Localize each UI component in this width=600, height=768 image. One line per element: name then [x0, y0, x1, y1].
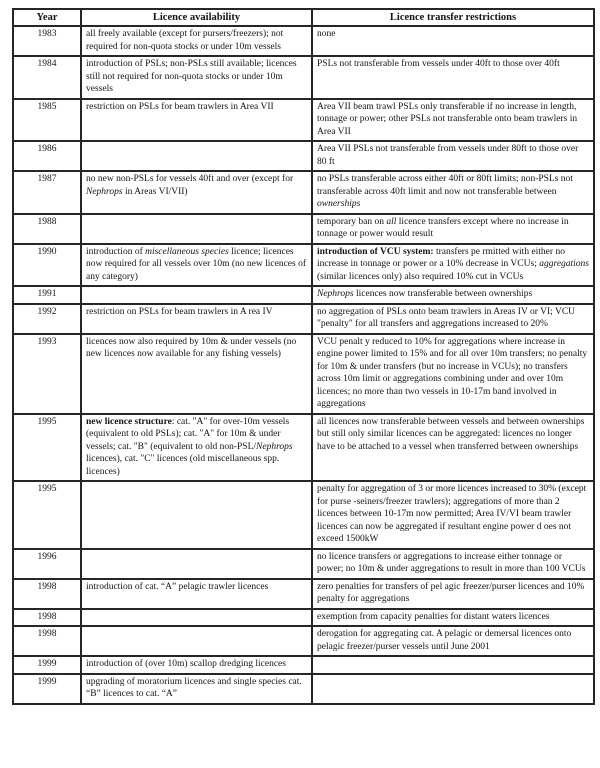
table-row	[13, 674, 594, 704]
availability-cell	[81, 656, 312, 674]
availability-cell	[81, 481, 312, 549]
restrictions-cell	[312, 579, 594, 609]
header-licence-availability: Licence availability	[81, 9, 312, 26]
table-row	[13, 414, 594, 482]
restrictions-cell	[312, 626, 594, 656]
text: temporary ban on	[317, 216, 387, 227]
text: VCU penalt y reduced to 10% for aggregations where increase in engine power limited to 15% and for all over 10m transfers; no penalty for 10m & under transfers (but no increase in VCUs); no transfers across 10m limit or aggregations combining under and over 10m licences; no more than two vessels in 10-17m band involved in aggregations	[317, 336, 588, 409]
table-row	[13, 286, 594, 304]
availability-cell	[81, 549, 312, 579]
text: restriction on PSLs for beam trawlers in Area VII	[86, 101, 274, 112]
header-licence-transfer-restrictions: Licence transfer restrictions	[312, 9, 594, 26]
availability-cell	[81, 171, 312, 214]
text: no PSLs transferable across either 40ft or 80ft limits; non-PSLs not transferable across 40ft limit and now not transferable between	[317, 174, 573, 197]
header-row	[13, 9, 594, 26]
text: introduction of (over 10m) scallop dredging licences	[86, 659, 286, 669]
availability-cell	[81, 244, 312, 287]
text: no aggregation of PSLs onto beam trawlers in Areas IV or VI; VCU "penalty" for all transfers and aggregations increased to 20%	[317, 306, 576, 329]
table-row	[13, 141, 594, 171]
restrictions-cell	[312, 214, 594, 244]
text: no new non-PSLs for vessels 40ft and over (except for	[86, 174, 294, 184]
availability-cell	[81, 26, 312, 56]
text: Area VII PSLs not transferable from vessels under 80ft to those over 80 ft	[317, 144, 579, 167]
italic-text: all	[386, 216, 397, 227]
year-cell: 1987	[13, 171, 81, 214]
text: none	[317, 29, 336, 39]
table-row	[13, 626, 594, 656]
year-cell: 1992	[13, 304, 81, 334]
bold-text: introduction of VCU system:	[317, 246, 434, 257]
availability-cell	[81, 626, 312, 656]
restrictions-cell	[312, 244, 594, 287]
restrictions-cell	[312, 56, 594, 99]
restrictions-cell	[312, 656, 594, 674]
year-cell: 1999	[13, 674, 81, 704]
year-cell: 1998	[13, 579, 81, 609]
table-row	[13, 99, 594, 142]
italic-text: Nephrops	[317, 289, 354, 299]
table-row	[13, 656, 594, 674]
availability-cell	[81, 674, 312, 704]
text: in Areas VI/VII)	[122, 186, 188, 197]
document-page	[12, 8, 595, 705]
text: (similar licences only) also required 10% cut in VCUs	[317, 271, 524, 282]
restrictions-cell	[312, 481, 594, 549]
text: derogation for aggregating cat. A pelagic or demersal licences onto pelagic freezer/purser vessels until June 2001	[317, 629, 572, 652]
year-cell: 1999	[13, 656, 81, 674]
year-cell: 1984	[13, 56, 81, 99]
italic-text: Nephrops	[86, 186, 123, 197]
text: : cat. "A" for over-10m vessels (equivalent to old PSLs); cat. "A" for 10m & under vessels; cat. "B" (equivalent to old non-PSL/	[86, 416, 290, 452]
header-year: Year	[13, 9, 81, 26]
table-row	[13, 244, 594, 287]
restrictions-cell	[312, 674, 594, 704]
availability-cell	[81, 99, 312, 142]
restrictions-cell	[312, 334, 594, 414]
text: licence transfers except where no increase in tonnage or power would result	[317, 216, 569, 239]
restrictions-cell	[312, 414, 594, 482]
year-cell: 1995	[13, 481, 81, 549]
text: penalty for aggregation of 3 or more licences increased to 30% (except for purse -seiners/freezer trawlers); aggregations of more than 2 licences between 10-17m now permitted; Area IV/VI beam trawler licences can now be aggregated if resultant engine power d oes not exceed 1500kW	[317, 484, 587, 544]
table-row	[13, 481, 594, 549]
table-row	[13, 56, 594, 99]
italic-text: ownerships	[317, 199, 361, 209]
text: upgrading of moratorium licences and single species cat. “B” licences to cat. “A”	[86, 676, 302, 699]
year-cell: 1993	[13, 334, 81, 414]
text: Area VII beam trawl PSLs only transferable if no increase in length, tonnage or power; other PSLs not transferable onto beam trawlers in Area VII	[317, 101, 578, 137]
restrictions-cell	[312, 609, 594, 627]
availability-cell	[81, 56, 312, 99]
year-cell: 1991	[13, 286, 81, 304]
year-cell: 1983	[13, 26, 81, 56]
table-body	[13, 26, 594, 704]
table-row	[13, 304, 594, 334]
bold-text: new licence structure	[86, 416, 172, 427]
table-row	[13, 549, 594, 579]
year-cell: 1990	[13, 244, 81, 287]
availability-cell	[81, 579, 312, 609]
table-row	[13, 579, 594, 609]
year-cell: 1985	[13, 99, 81, 142]
availability-cell	[81, 609, 312, 627]
text: licences), cat. "C" licences (old miscellaneous spp. licences)	[86, 454, 280, 477]
availability-cell	[81, 214, 312, 244]
text: all freely available (except for pursers/freezers); not required for non-quota stocks or under 10m vessels	[86, 29, 284, 52]
availability-cell	[81, 304, 312, 334]
restrictions-cell	[312, 141, 594, 171]
restrictions-cell	[312, 549, 594, 579]
availability-cell	[81, 334, 312, 414]
table-row	[13, 214, 594, 244]
italic-text: aggregations	[539, 259, 590, 269]
text: licence; licences now required for all vessels over 10m (no new licences of any category)	[86, 246, 307, 282]
year-cell: 1988	[13, 214, 81, 244]
text: restriction on PSLs for beam trawlers in A rea IV	[86, 306, 273, 317]
text: introduction of PSLs; non-PSLs still available; licences still not required for non-quota stocks or under 10m vessels	[86, 59, 297, 94]
table-row	[13, 334, 594, 414]
text: licences now also required by 10m & under vessels (no new licences now available for any fishing vessels)	[86, 336, 297, 359]
restrictions-cell	[312, 99, 594, 142]
text: exemption from capacity penalties for distant waters licences	[317, 611, 550, 622]
availability-cell	[81, 414, 312, 482]
text: licences now transferable between ownerships	[353, 289, 533, 299]
restrictions-cell	[312, 26, 594, 56]
text: zero penalties for transfers of pel agic freezer/purser licences and 10% penalty for aggregations	[317, 581, 585, 604]
year-cell: 1998	[13, 626, 81, 656]
restrictions-cell	[312, 304, 594, 334]
text: transfers pe rmitted with either no increase in tonnage or power or a 10% decrease in VCUs;	[317, 246, 565, 269]
text: introduction of cat. “A” pelagic trawler licences	[86, 581, 269, 592]
text: no licence transfers or aggregations to increase either tonnage or power; no 10m & under aggregations to result in more than 100 VCUs	[317, 551, 586, 574]
table-row	[13, 171, 594, 214]
text: all licences now transferable between vessels and between ownerships but still only similar licences can be aggregated: licences no longer have to be attached to a vessel when transferred between ownerships	[317, 416, 585, 452]
licence-history-table	[12, 8, 595, 705]
availability-cell	[81, 141, 312, 171]
italic-text: Nephrops	[256, 441, 293, 452]
text: PSLs not transferable from vessels under 40ft to those over 40ft	[317, 59, 560, 69]
table-row	[13, 609, 594, 627]
year-cell: 1986	[13, 141, 81, 171]
availability-cell	[81, 286, 312, 304]
table-row	[13, 26, 594, 56]
year-cell: 1995	[13, 414, 81, 482]
restrictions-cell	[312, 171, 594, 214]
restrictions-cell	[312, 286, 594, 304]
text: introduction of	[86, 246, 146, 257]
italic-text: miscellaneous species	[145, 246, 229, 257]
year-cell: 1996	[13, 549, 81, 579]
year-cell: 1998	[13, 609, 81, 627]
